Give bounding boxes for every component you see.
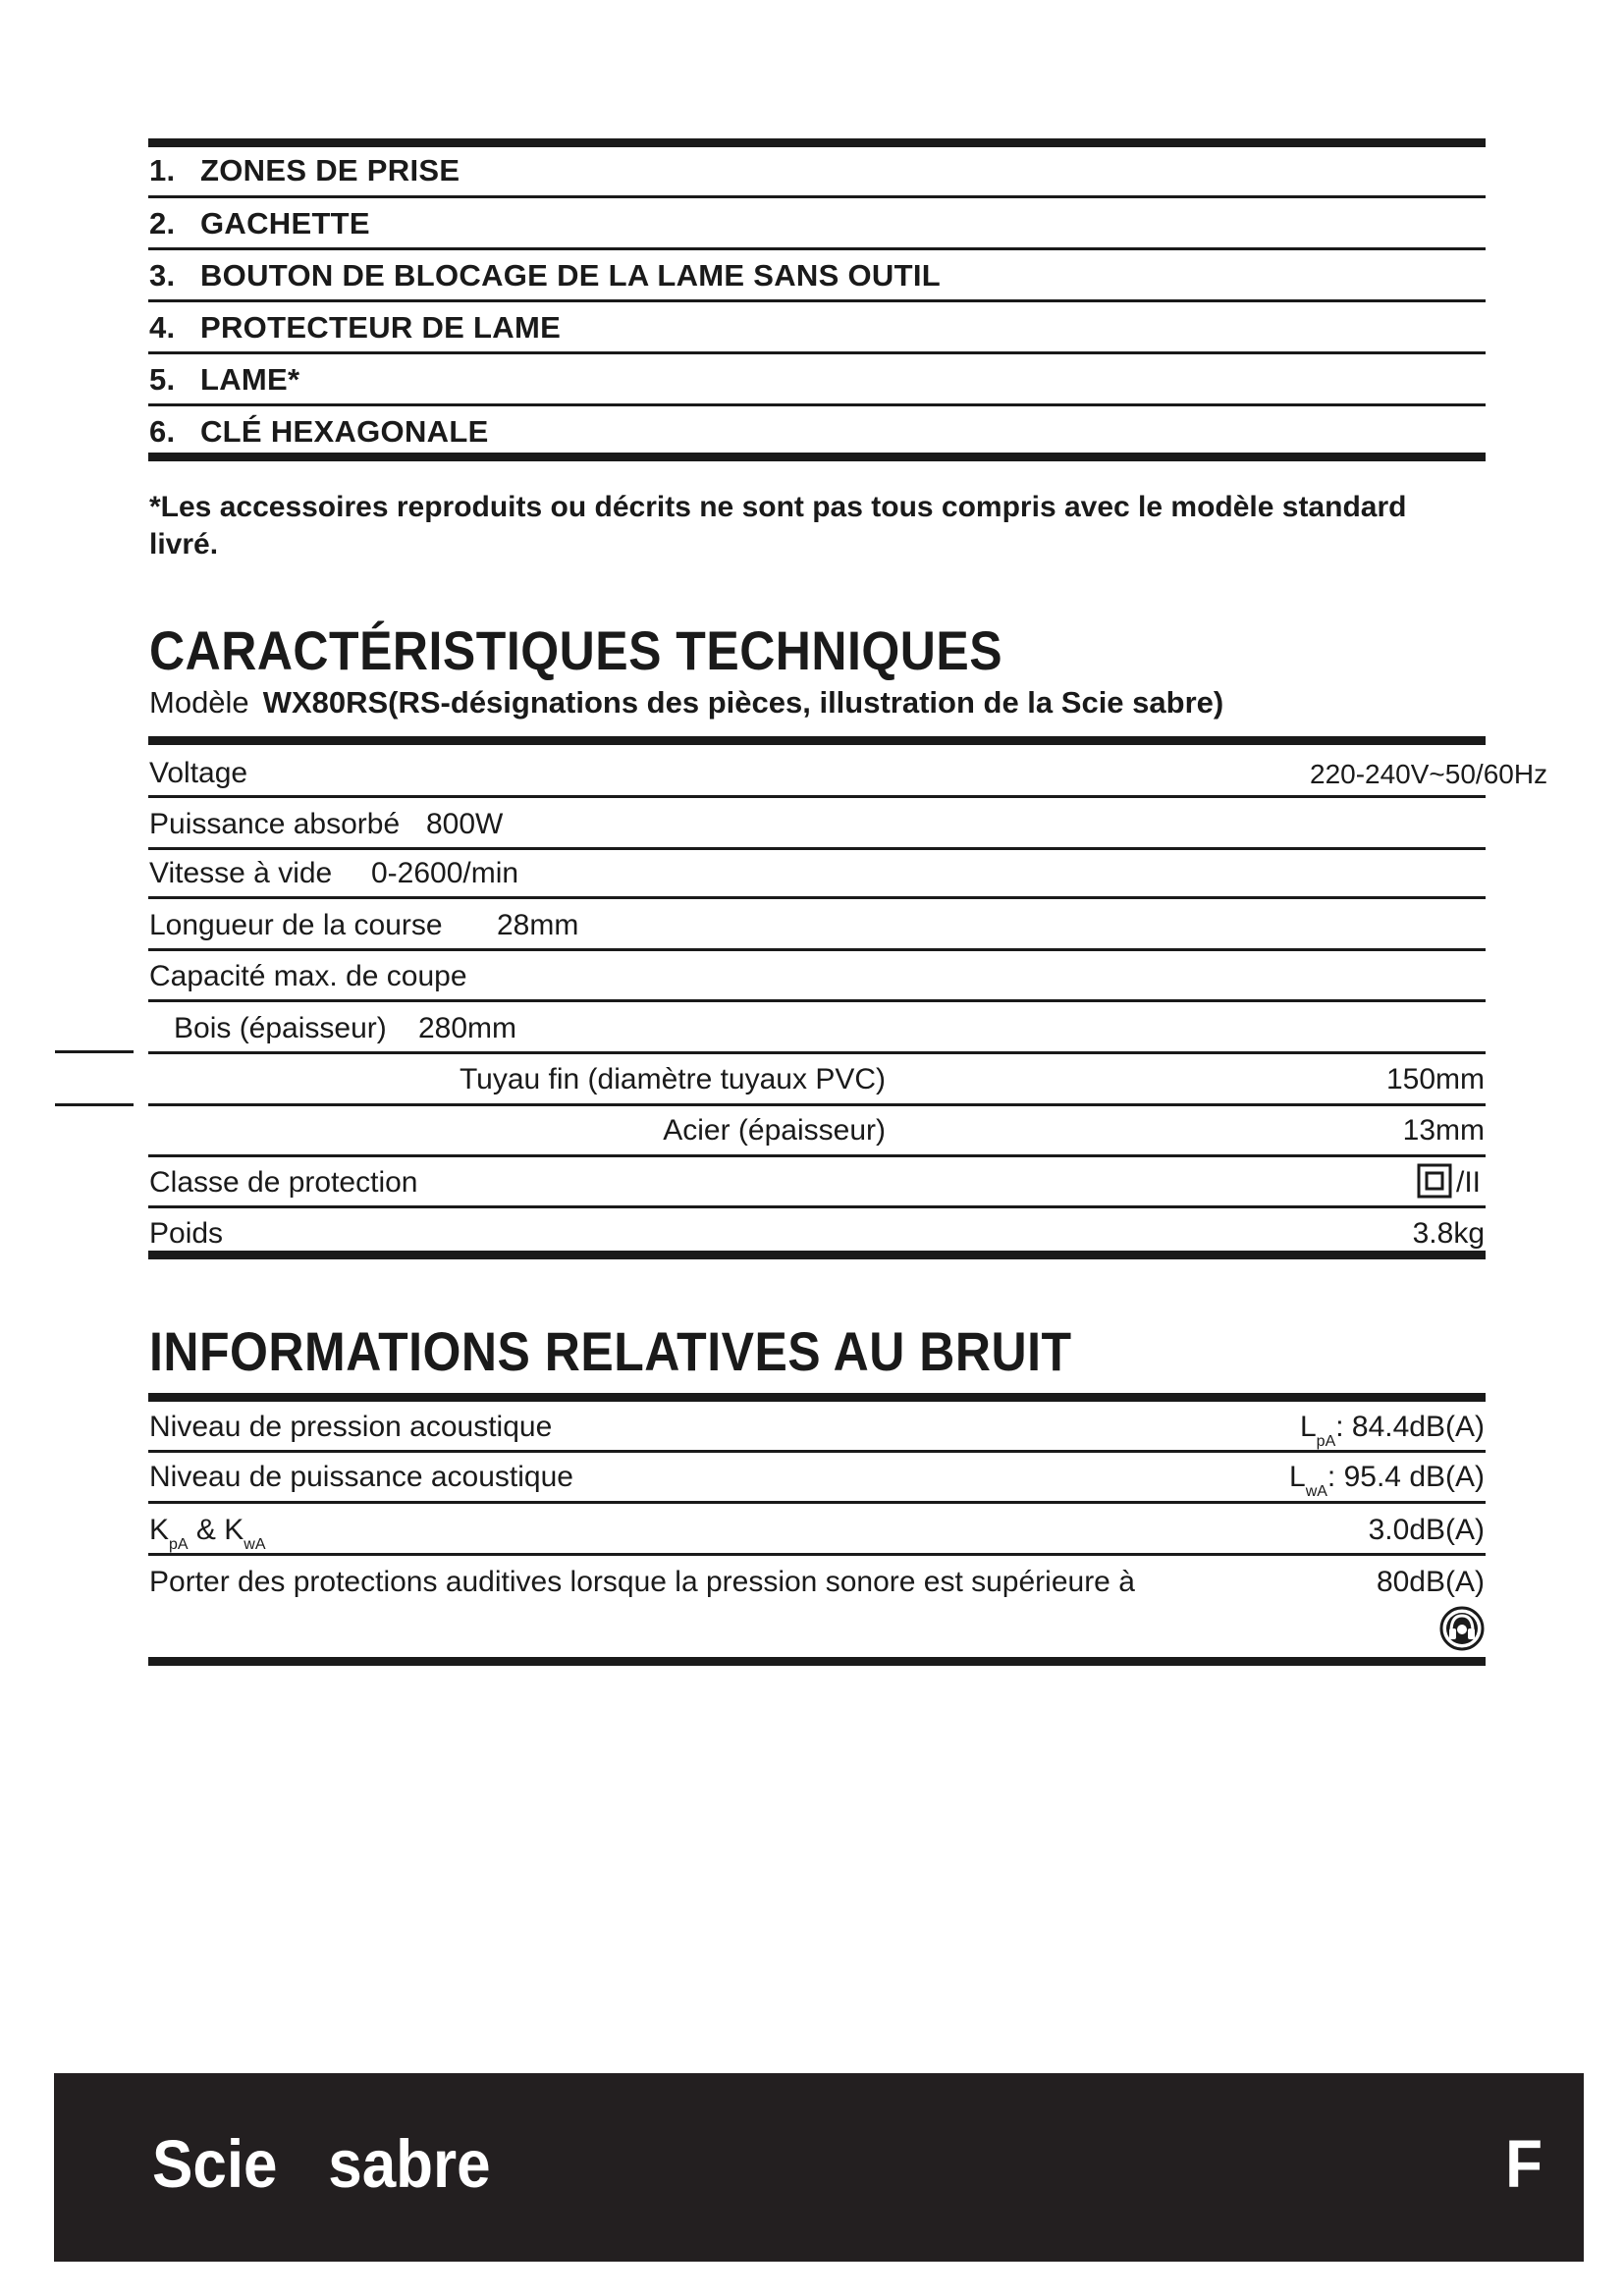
weight-label: Poids [149,1217,224,1250]
divider [148,1103,1486,1106]
footer-bar [54,2073,1584,2262]
part-item-6 [149,416,489,447]
uncertainty-value: 3.0dB(A) [1368,1514,1485,1546]
ear-protection-icon [1439,1606,1485,1651]
model-value: WX80RS(RS-désignations des pièces, illustration de la Scie sabre) [262,685,1224,720]
protection-value: /II [1456,1166,1482,1199]
divider [148,247,1486,250]
divider [148,195,1486,198]
part-item-5 [149,364,299,395]
divider [148,1205,1486,1208]
part-item-3 [149,260,941,291]
capacity-label: Capacité max. de coupe [149,960,467,992]
divider [148,1501,1486,1504]
ampersand: & [188,1514,225,1546]
part-label: LAME* [200,362,300,397]
divider [148,847,1486,850]
hearing-protection-value: 80dB(A) [1376,1566,1485,1598]
k-symbol: K [224,1514,244,1546]
part-item-4 [149,312,561,343]
k-subscript: pA [169,1536,189,1553]
parts-top-rule [148,138,1486,147]
language-marker: F [1505,2127,1543,2203]
part-label: CLÉ HEXAGONALE [200,414,489,449]
wood-label: Bois (épaisseur) [174,1012,387,1044]
part-number: 5. [149,362,176,397]
part-label: BOUTON DE BLOCAGE DE LA LAME SANS OUTIL [200,258,941,293]
speed-value: 0-2600/min [371,857,519,889]
divider [148,403,1486,406]
power-label: Puissance absorbé [149,808,401,840]
divider [148,1553,1486,1556]
margin-mark [55,1050,134,1053]
sound-power-label: Niveau de puissance acoustique [149,1461,573,1493]
part-label: ZONES DE PRISE [200,153,460,187]
divider [148,1450,1486,1453]
steel-value: 13mm [1402,1114,1485,1147]
part-number: 1. [149,153,176,187]
hearing-protection-label: Porter des protections auditives lorsque la pression sonore est supérieure à [149,1566,1135,1598]
part-number: 4. [149,310,176,345]
k-subscript: wA [244,1536,266,1553]
steel-label: Acier (épaisseur) [663,1114,886,1147]
part-number: 2. [149,206,176,240]
weight-value: 3.8kg [1412,1217,1485,1250]
part-number: 6. [149,414,176,449]
part-item-1 [149,155,460,186]
divider [148,1051,1486,1054]
specs-top-rule [148,736,1486,745]
specs-heading: CARACTÉRISTIQUES TECHNIQUES [149,619,1003,682]
sound-power-value: : 95.4 dB(A) [1326,1461,1485,1493]
part-label: PROTECTEUR DE LAME [200,310,562,345]
parts-bottom-rule [148,453,1486,461]
k-symbol: K [149,1514,170,1546]
pressure-subscript: pA [1316,1433,1336,1450]
divider [148,999,1486,1002]
protection-label: Classe de protection [149,1166,418,1199]
voltage-value: 220-240V~50/60Hz [1310,759,1548,789]
pipe-label: Tuyau fin (diamètre tuyaux PVC) [459,1063,886,1095]
power-value: 800W [426,808,504,840]
margin-mark [55,1103,134,1106]
model-line [149,687,1223,718]
divider [148,299,1486,302]
sound-power-subscript: wA [1305,1483,1327,1500]
stroke-label: Longueur de la course [149,909,443,941]
divider [148,1154,1486,1157]
noise-bottom-rule [148,1657,1486,1666]
noise-heading: INFORMATIONS RELATIVES AU BRUIT [149,1320,1072,1383]
pressure-value-group [1080,1413,1485,1450]
uncertainty-label [149,1516,266,1553]
pressure-label: Niveau de pression acoustique [149,1411,553,1443]
specs-bottom-rule [148,1251,1486,1259]
stroke-value: 28mm [497,909,579,941]
pressure-symbol: L [1299,1411,1317,1443]
part-label: GACHETTE [200,206,370,240]
pipe-value: 150mm [1385,1063,1485,1095]
pressure-value: : 84.4dB(A) [1335,1411,1485,1443]
part-item-2 [149,208,370,239]
wood-value: 280mm [418,1012,517,1044]
divider [148,896,1486,899]
double-insulation-icon [1417,1163,1452,1199]
accessories-note: *Les accessoires reproduits ou décrits ne sont pas tous compris avec le modèle standard livré. [149,491,1407,561]
sound-power-value-group [1080,1463,1485,1500]
model-label: Modèle [149,685,249,720]
part-number: 3. [149,258,176,293]
footer-title: Scie sabre [152,2127,491,2203]
divider [148,948,1486,951]
noise-top-rule [148,1393,1486,1402]
speed-label: Vitesse à vide [149,857,333,889]
divider [148,795,1486,798]
voltage-label: Voltage [149,757,248,789]
divider [148,351,1486,354]
sound-power-symbol: L [1289,1461,1306,1493]
